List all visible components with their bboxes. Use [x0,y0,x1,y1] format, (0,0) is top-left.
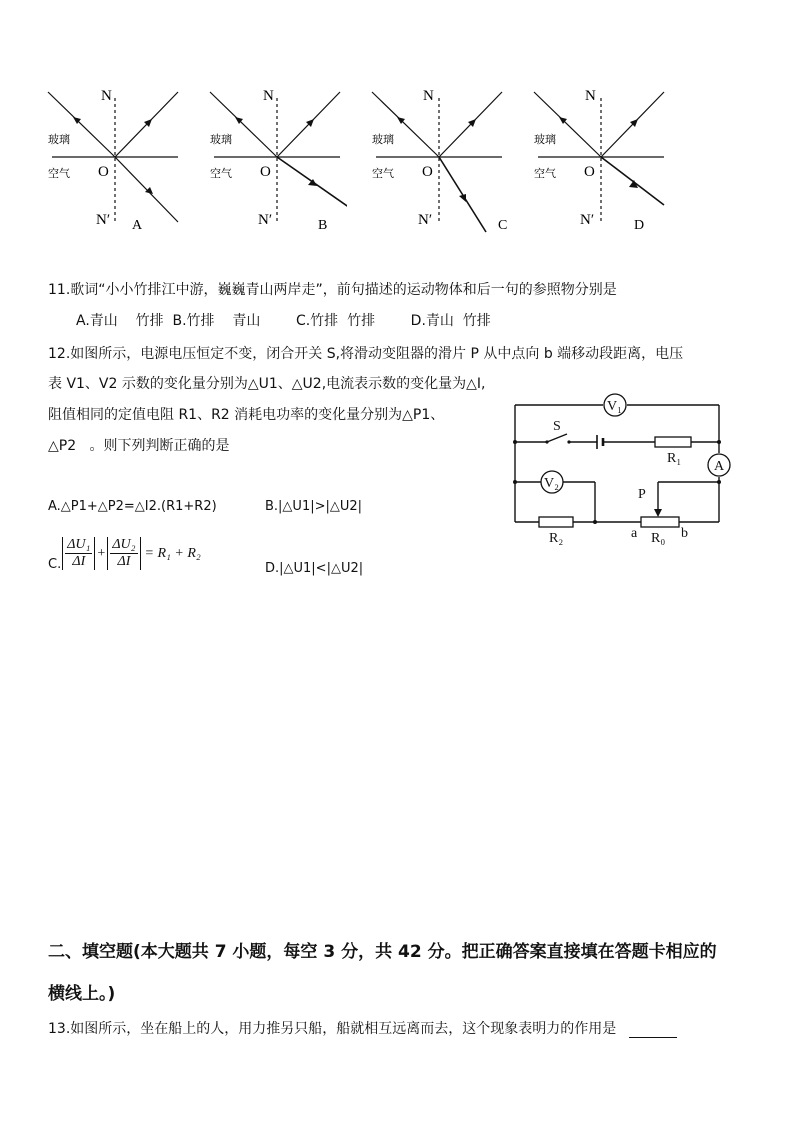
figure-letter: A [132,218,143,233]
origin-label-o: O [422,164,433,180]
plus-sign: + [97,545,106,561]
normal-label-n-prime: N′ [418,212,433,228]
origin-label-o: O [260,164,271,180]
section-2-heading-line-2: 横线上。) [48,984,116,1004]
abs-term-2 [107,537,140,570]
question-13-text: 13.如图所示，坐在船上的人，用力推另只船，船就相互远离而去，这个现象表明力的作用是 [48,1021,617,1037]
option-b: B.|△U1|>|△U2| [265,499,363,514]
question-13-stem [48,1018,677,1038]
resistor-r2-label: R₂ [549,531,564,546]
figure-letter: D [634,218,645,233]
normal-label-n: N [423,88,434,104]
voltmeter-v1-label: V₁ [607,399,622,414]
fraction-2 [110,537,137,570]
figure-letter: C [498,218,508,233]
fraction-1-denominator: ΔI [72,554,86,569]
normal-label-n-prime: N′ [96,212,111,228]
glass-label: 玻璃 [534,133,556,146]
answer-blank[interactable] [629,1023,677,1038]
fraction-2-denominator: ΔI [117,554,131,569]
air-label: 空气 [534,167,556,180]
normal-label-n: N [101,88,112,104]
question-12-line-4: △P2 。则下列判断正确的是 [48,438,230,454]
refraction-figure-a [40,80,185,240]
normal-label-n: N [585,88,596,104]
resistor-r1-label: R₁ [667,451,682,466]
glass-label: 玻璃 [210,133,232,146]
air-label: 空气 [48,167,70,180]
fraction-1-numerator: ΔU₁ [67,537,91,552]
fraction-1 [65,537,92,570]
terminal-a-label: a [631,526,638,541]
fraction-2-numerator: ΔU₂ [112,537,136,552]
option-c-formula [62,537,201,570]
option-c-label: C. [48,557,62,572]
refraction-figure-b [202,80,347,240]
glass-label: 玻璃 [48,133,70,146]
refraction-figure-c [364,80,509,240]
rheostat-r0-label: R₀ [651,531,666,546]
formula-rhs: = R₁ + R₂ [144,545,201,561]
question-11-stem: 11.歌词“小小竹排江中游，巍巍青山两岸走”，前句描述的运动物体和后一句的参照物分别是 [48,282,617,298]
normal-label-n-prime: N′ [258,212,273,228]
question-12-line-1: 12.如图所示，电源电压恒定不变，闭合开关 S,将滑动变阻器的滑片 P 从中点向 b 端移动段距离，电压 [48,346,684,362]
section-2-heading-line-1: 二、填空题(本大题共 7 小题，每空 3 分，共 42 分。把正确答案直接填在答题卡相应的 [48,942,717,962]
question-12-line-3: 阻值相同的定值电阻 R1、R2 消耗电功率的变化量分别为△P1、 [48,407,445,423]
glass-label: 玻璃 [372,133,394,146]
circuit-diagram [505,390,745,550]
option-a: A.△P1+△P2=△I2.(R1+R2) [48,499,217,514]
slider-p-label: P [638,487,646,502]
option-d: D.|△U1|<|△U2| [265,561,364,576]
abs-term-1 [62,537,95,570]
ammeter-label: A [714,459,725,474]
air-label: 空气 [372,167,394,180]
air-label: 空气 [210,167,232,180]
normal-label-n: N [263,88,274,104]
terminal-b-label: b [681,526,688,541]
refraction-figure-d [526,80,671,240]
question-12-line-2: 表 V1、V2 示数的变化量分别为△U1、△U2,电流表示数的变化量为△I, [48,376,486,392]
voltmeter-v2-label: V₂ [544,476,559,491]
switch-label: S [553,419,561,434]
origin-label-o: O [584,164,595,180]
origin-label-o: O [98,164,109,180]
normal-label-n-prime: N′ [580,212,595,228]
question-11-options: A.青山 竹排 B.竹排 青山 C.竹排 竹排 D.青山 竹排 [76,313,491,329]
figure-letter: B [318,218,328,233]
option-c [48,528,201,572]
